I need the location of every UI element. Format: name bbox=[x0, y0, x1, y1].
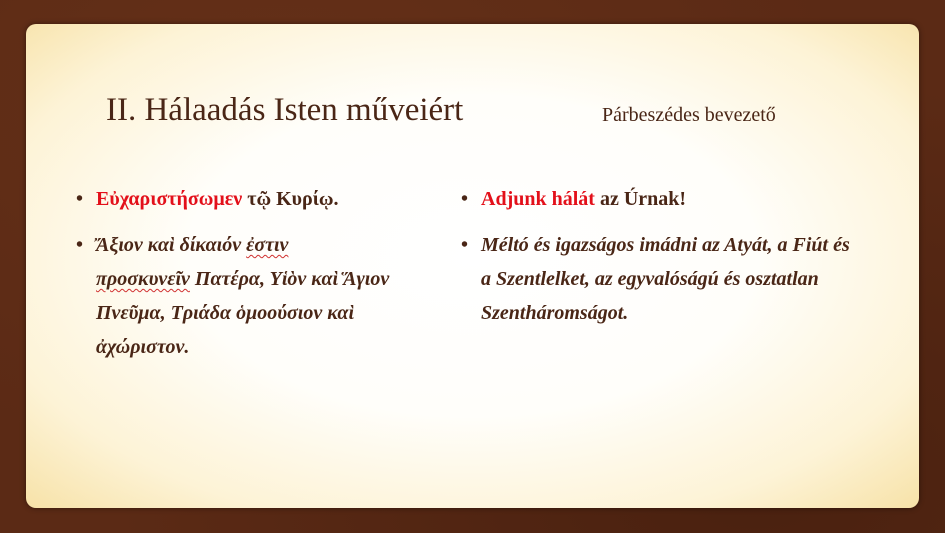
greek-bullet-2-part-1: Ἄξιον καὶ δίκαιόν bbox=[96, 234, 247, 256]
hungarian-column bbox=[461, 182, 861, 330]
hungarian-bullet-1-rest: az Úrnak! bbox=[594, 188, 687, 210]
bullet-dot: • bbox=[76, 188, 84, 210]
slide-title: II. Hálaadás Isten műveiért bbox=[106, 92, 464, 128]
spellcheck-word-1: ἐστιν bbox=[246, 234, 289, 256]
hungarian-bullet-2 bbox=[461, 228, 861, 330]
greek-bullet-1 bbox=[76, 182, 436, 216]
greek-bullet-2 bbox=[76, 228, 436, 364]
greek-column bbox=[76, 182, 436, 364]
slide-subtitle: Párbeszédes bevezető bbox=[602, 104, 776, 126]
greek-bullet-2-part-4: Πατέρα, Υἱὸν καὶ Ἅγιον Πνεῦμα, Τριάδα ὁμοούσιον καὶ ἀχώριστον. bbox=[96, 268, 390, 358]
hungarian-highlight: Adjunk hálát bbox=[481, 188, 595, 210]
greek-bullet-1-rest: τῷ Κυρίῳ. bbox=[242, 188, 339, 210]
bullet-dot: • bbox=[461, 188, 469, 210]
bullet-dot: • bbox=[76, 234, 84, 256]
greek-highlight: Εὐχαριστήσωμεν bbox=[96, 188, 243, 210]
spellcheck-word-2: προσκυνεῖν bbox=[96, 268, 190, 290]
bullet-dot: • bbox=[461, 234, 469, 256]
hungarian-bullet-1 bbox=[461, 182, 861, 216]
hungarian-bullet-2-text: Méltó és igazságos imádni az Atyát, a Fiút és a Szentlelket, az egyvalóságú és osztatlan Szentháromságot. bbox=[481, 234, 850, 324]
